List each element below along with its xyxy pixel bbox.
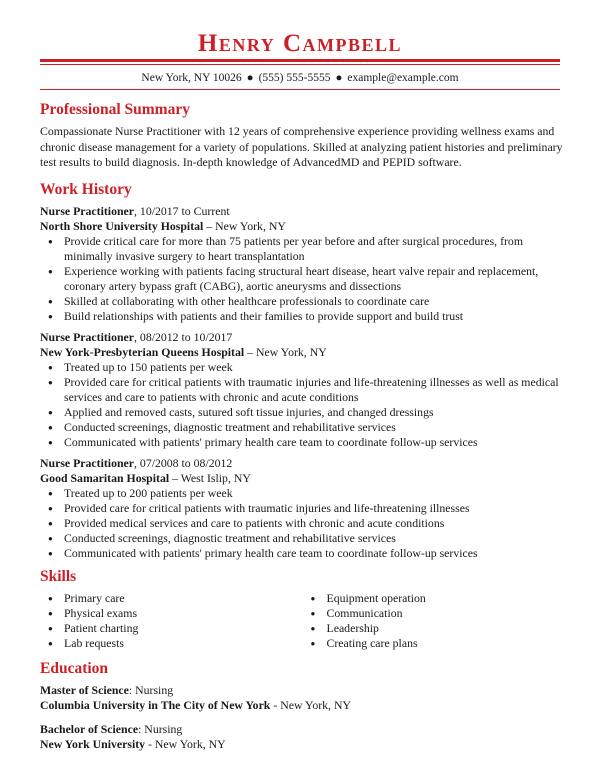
job-dates: , 08/2012 to 10/2017 — [134, 329, 233, 344]
job-duty-item: ● Treated up to 150 patients per week — [64, 360, 565, 375]
job-duty-item: ● Communicated with patients' primary health care team to coordinate follow-up services — [64, 435, 565, 450]
summary-heading: Professional Summary — [40, 101, 190, 118]
work-history-list — [40, 204, 565, 561]
education-degree-line — [40, 722, 565, 737]
job-employer: Good Samaritan Hospital — [40, 470, 170, 485]
job-duty-item: ● Treated up to 200 patients per week — [64, 486, 565, 501]
skill-item: ● Primary care — [64, 591, 303, 606]
resume-content — [40, 100, 565, 761]
job-duty-item: ● Experience working with patients facing structural heart disease, heart valve repair and replacement, coronary artery bypass graft (CABG), aortic aneurysms and dissections — [64, 264, 565, 294]
job-duties — [40, 234, 565, 324]
contact-separator: ● — [335, 72, 343, 84]
education-entry — [40, 683, 565, 713]
job-employer: North Shore University Hospital — [40, 218, 204, 233]
skills-list — [40, 591, 565, 651]
job-duty-item: ● Skilled at collaborating with other healthcare professionals to coordinate care — [64, 294, 565, 309]
job-employer: New York-Presbyterian Queens Hospital — [40, 344, 245, 359]
job-entry — [40, 204, 565, 324]
contact-email[interactable]: example@example.com — [347, 72, 459, 84]
skills-column-right — [303, 591, 566, 651]
job-employer-line — [40, 345, 565, 360]
job-duty-item: ● Build relationships with patients and their families to provide support and build trust — [64, 309, 565, 324]
education-degree-line — [40, 683, 565, 698]
job-duty-item: ● Applied and removed casts, sutured soft tissue injuries, and changed dressings — [64, 405, 565, 420]
education-school: New York University — [40, 736, 146, 751]
education-field: : Nursing — [138, 721, 183, 736]
contact-location: New York, NY 10026 — [141, 72, 242, 84]
job-duty-item: ● Communicated with patients' primary health care team to coordinate follow-up services — [64, 546, 565, 561]
education-heading: Education — [40, 659, 109, 677]
job-location: – New York, NY — [244, 344, 327, 359]
contact-line — [0, 72, 600, 84]
job-title-line — [40, 456, 565, 471]
education-entry — [40, 722, 565, 752]
job-role: Nurse Practitioner — [40, 455, 135, 470]
job-employer-line — [40, 471, 565, 486]
header-rule-thick — [40, 59, 560, 62]
education-location: - New York, NY — [270, 697, 351, 712]
skill-item: ● Creating care plans — [327, 636, 566, 651]
education-field: : Nursing — [128, 682, 174, 697]
education-list — [40, 683, 565, 752]
job-entry — [40, 330, 565, 450]
job-duty-item: ● Conducted screenings, diagnostic treatment and rehabilitative services — [64, 531, 565, 546]
job-title-line — [40, 330, 565, 345]
job-duty-item: ● Provide critical care for more than 75 patients per year before and after surgical procedures, from minimally invasive surgery to heart transplantation — [64, 234, 565, 264]
skill-item: ● Physical exams — [64, 606, 303, 621]
work-history-heading: Work History — [40, 180, 132, 198]
job-duty-item: ● Provided care for critical patients with traumatic injuries and life-threatening illnesses — [64, 501, 565, 516]
header-rule-thin — [40, 64, 560, 65]
job-role: Nurse Practitioner — [40, 203, 135, 218]
skill-item: ● Leadership — [327, 621, 566, 636]
job-dates: , 07/2008 to 08/2012 — [134, 455, 233, 470]
summary-text: Compassionate Nurse Practitioner with 12 years of comprehensive experience providing wellness exams and chronic disease management for a variety of populations. Skilled at analyzing patient histories and preliminary test results to build diagnosis. In-depth knowledge of AdvancedMD and PEPID software. — [40, 124, 563, 169]
education-school-line — [40, 698, 565, 713]
header-rule-bottom — [40, 89, 560, 90]
education-school: Columbia University in The City of New York — [40, 697, 271, 712]
job-duties — [40, 360, 565, 450]
job-duty-item: ● Provided care for critical patients with traumatic injuries and life-threatening illnesses as well as medical services and care to patients with chronic and acute conditions — [64, 375, 565, 405]
job-title-line — [40, 204, 565, 219]
job-dates: , 10/2017 to Current — [134, 203, 230, 218]
education-school-line — [40, 737, 565, 752]
skills-column-left — [40, 591, 303, 651]
job-location: – West Islip, NY — [169, 470, 251, 485]
skill-item: ● Lab requests — [64, 636, 303, 651]
education-degree: Master of Science — [40, 682, 129, 697]
contact-separator: ● — [246, 72, 254, 84]
candidate-name: Henry Campbell — [197, 30, 403, 57]
contact-phone: (555) 555-5555 — [258, 72, 331, 84]
job-role: Nurse Practitioner — [40, 329, 135, 344]
job-duties — [40, 486, 565, 561]
job-duty-item: ● Conducted screenings, diagnostic treatment and rehabilitative services — [64, 420, 565, 435]
skill-item: ● Patient charting — [64, 621, 303, 636]
skills-heading: Skills — [40, 567, 77, 585]
job-location: – New York, NY — [203, 218, 286, 233]
skill-item: ● Equipment operation — [327, 591, 566, 606]
education-location: - New York, NY — [145, 736, 226, 751]
education-degree: Bachelor of Science — [40, 721, 139, 736]
job-entry — [40, 456, 565, 561]
job-duty-item: ● Provided medical services and care to patients with chronic and acute conditions — [64, 516, 565, 531]
job-employer-line — [40, 219, 565, 234]
skill-item: ● Communication — [327, 606, 566, 621]
